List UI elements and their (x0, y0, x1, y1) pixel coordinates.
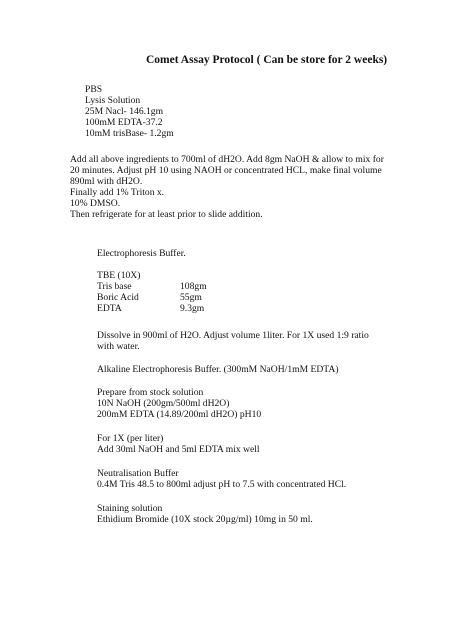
alkaline-heading: Alkaline Electrophoresis Buffer. (300mM NaOH/1mM EDTA) (97, 364, 339, 375)
dissolve-text (97, 330, 369, 352)
stock-line: 200mM EDTA (14.89/200ml dH2O) pH10 (97, 409, 262, 420)
lysis-solution-line: Lysis Solution (85, 95, 141, 106)
instruction-line: Add all above ingredients to 700ml of dH2O. Add 8gm NaOH & allow to mix for (70, 154, 384, 165)
staining-section (97, 503, 313, 525)
stock-solution-section (97, 387, 261, 420)
dissolve-line: with water. (97, 341, 140, 352)
staining-line: Ethidium Bromide (10X stock 20µg/ml) 10mg in 50 ml. (97, 514, 313, 525)
tbe-item-amount: 9.3gm (180, 303, 205, 314)
neutral-line: Neutralisation Buffer (97, 468, 179, 479)
dissolve-line: Dissolve in 900ml of H2O. Adjust volume 1liter. For 1X used 1:9 ratio (97, 330, 369, 341)
instruction-line: Then refrigerate for at least prior to slide addition. (70, 209, 263, 220)
tbe-item-amount: 108gm (180, 281, 207, 292)
instruction-line: 20 minutes. Adjust pH 10 using NAOH or concentrated HCL, make final volume (70, 165, 382, 176)
stock-line: 10N NaOH (200gm/500ml dH2O) (97, 398, 230, 409)
stock-line: Prepare from stock solution (97, 387, 204, 398)
neutralisation-section (97, 468, 346, 490)
per-liter-line: Add 30ml NaOH and 5ml EDTA mix well (97, 444, 260, 455)
trisbase-line: 10mM trisBase- 1.2gm (85, 128, 174, 139)
tbe-section (97, 270, 207, 314)
nacl-line: 25M Nacl- 146.1gm (85, 106, 164, 117)
per-liter-section (97, 433, 260, 455)
staining-line: Staining solution (97, 503, 163, 514)
lysis-instructions (70, 154, 384, 220)
tbe-item-amount: 55gm (180, 292, 202, 303)
tbe-row (97, 281, 207, 292)
tbe-item-name: Boric Acid (97, 292, 139, 303)
instruction-line: Finally add 1% Triton x. (70, 187, 165, 198)
neutral-line: 0.4M Tris 48.5 to 800ml adjust pH to 7.5 with concentrated HCl. (97, 479, 347, 490)
instruction-line: 10% DMSO. (70, 198, 121, 209)
electrophoresis-heading: Electrophoresis Buffer. (97, 248, 186, 259)
instruction-line: 890ml with dH2O. (70, 176, 143, 187)
edta-line: 100mM EDTA-37.2 (85, 117, 163, 128)
tbe-heading: TBE (10X) (97, 270, 141, 281)
pbs-lysis-block (85, 84, 174, 139)
per-liter-line: For 1X (per liter) (97, 433, 164, 444)
tbe-item-name: EDTA (97, 303, 122, 314)
tbe-row (97, 303, 205, 314)
page-title: Comet Assay Protocol ( Can be store for 2 weeks) (146, 54, 388, 66)
tbe-item-name: Tris base (97, 281, 132, 292)
tbe-row (97, 292, 202, 303)
pbs-line: PBS (85, 84, 103, 95)
